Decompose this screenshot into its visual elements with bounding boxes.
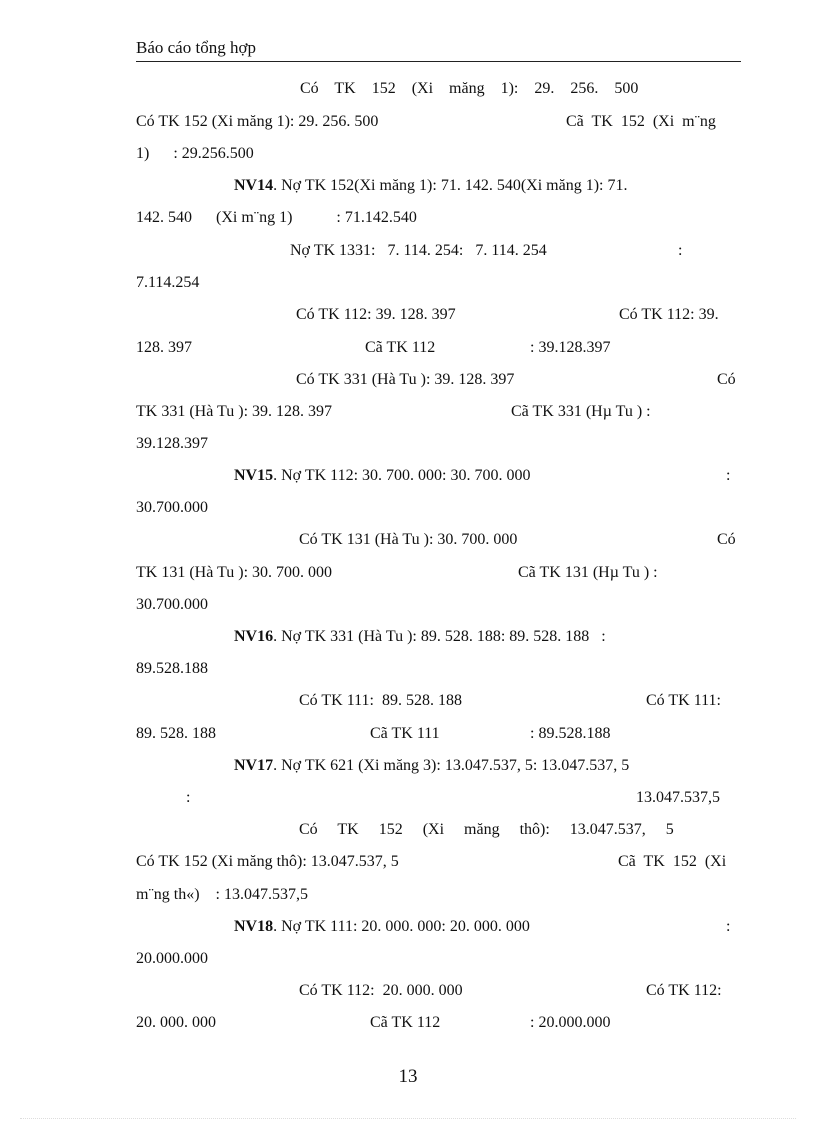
entry-label: NV17 — [234, 757, 274, 774]
text-line: Có TK 111: — [646, 692, 721, 709]
text-line: 39.128.397 — [136, 435, 208, 452]
text-line: : — [726, 467, 731, 484]
text-line: Nợ TK 1331: 7. 114. 254: 7. 114. 254 — [290, 242, 547, 259]
text-line: Có TK 112: 39. 128. 397 — [296, 306, 456, 323]
footer-divider — [20, 1118, 796, 1119]
entry-label: NV15 — [234, 467, 274, 484]
text-line: Cã TK 112 — [370, 1014, 441, 1031]
text-line: 7.114.254 — [136, 274, 200, 291]
entry-label: NV14 — [234, 177, 274, 194]
text-line: : 89.528.188 — [530, 725, 611, 742]
text-line — [234, 176, 627, 196]
entry-text: . Nợ TK 621 (Xi măng 3): 13.047.537, 5: 13.047.537, 5 — [273, 757, 630, 774]
text-line: Cã TK 331 (Hµ Tu ) : — [511, 403, 651, 420]
text-line: 20.000.000 — [136, 950, 208, 967]
text-line: : — [678, 242, 683, 259]
text-line: Có TK 112: — [646, 982, 722, 999]
entry-label: NV16 — [234, 628, 274, 645]
text-line — [234, 627, 606, 647]
text-line: Cã TK 152 (Xi m¨ng — [566, 113, 716, 130]
page-header-title: Báo cáo tổng hợp — [136, 38, 741, 62]
text-line: 20. 000. 000 — [136, 1014, 216, 1031]
text-line: : 39.128.397 — [530, 339, 611, 356]
text-line: : — [186, 789, 191, 806]
page-number: 13 — [398, 1066, 418, 1087]
text-line: 89. 528. 188 — [136, 725, 216, 742]
text-line: TK 131 (Hà Tu ): 30. 700. 000 — [136, 564, 333, 581]
text-line: Có TK 152 (Xi măng thô): 13.047.537, 5 — [136, 853, 399, 870]
text-line: Có — [717, 531, 736, 548]
text-line: 1) : 29.256.500 — [136, 145, 254, 162]
text-line: Có TK 131 (Hà Tu ): 30. 700. 000 — [299, 531, 518, 548]
text-line — [234, 466, 530, 486]
text-line: Có TK 152 (Xi măng 1): 29. 256. 500 — [136, 113, 379, 130]
text-line: Cã TK 152 (Xi — [618, 853, 727, 870]
text-line: 13.047.537,5 — [636, 789, 720, 806]
text-line: 30.700.000 — [136, 596, 208, 613]
text-line: TK 331 (Hà Tu ): 39. 128. 397 — [136, 403, 333, 420]
entry-text: . Nợ TK 112: 30. 700. 000: 30. 700. 000 — [273, 467, 531, 484]
entry-text: . Nợ TK 152(Xi măng 1): 71. 142. 540(Xi măng 1): 71. — [273, 177, 628, 194]
entry-text: . Nợ TK 331 (Hà Tu ): 89. 528. 188: 89. 528. 188 : — [273, 628, 606, 645]
text-line: 142. 540 (Xi m¨ng 1) : 71.142.540 — [136, 209, 417, 226]
text-line: 89.528.188 — [136, 660, 208, 677]
text-line: Có — [717, 371, 736, 388]
text-line: Có TK 112: 20. 000. 000 — [299, 982, 463, 999]
entry-text: . Nợ TK 111: 20. 000. 000: 20. 000. 000 — [273, 918, 530, 935]
text-line: 128. 397 — [136, 339, 192, 356]
text-line — [234, 917, 530, 937]
text-line: Có TK 111: 89. 528. 188 — [299, 692, 462, 709]
text-line: Có TK 331 (Hà Tu ): 39. 128. 397 — [296, 371, 515, 388]
text-line: m¨ng th«) : 13.047.537,5 — [136, 886, 308, 903]
entry-label: NV18 — [234, 918, 274, 935]
text-line — [234, 756, 629, 776]
text-line: 30.700.000 — [136, 499, 208, 516]
text-line: Có TK 152 (Xi măng thô): 13.047.537, 5 — [299, 821, 674, 838]
text-line: Cã TK 112 — [365, 339, 436, 356]
text-line: Cã TK 131 (Hµ Tu ) : — [518, 564, 658, 581]
text-line: : — [726, 918, 731, 935]
text-line: Có TK 112: 39. — [619, 306, 719, 323]
text-line: Cã TK 111 — [370, 725, 440, 742]
text-line: Có TK 152 (Xi măng 1): 29. 256. 500 — [300, 80, 639, 97]
text-line: : 20.000.000 — [530, 1014, 611, 1031]
